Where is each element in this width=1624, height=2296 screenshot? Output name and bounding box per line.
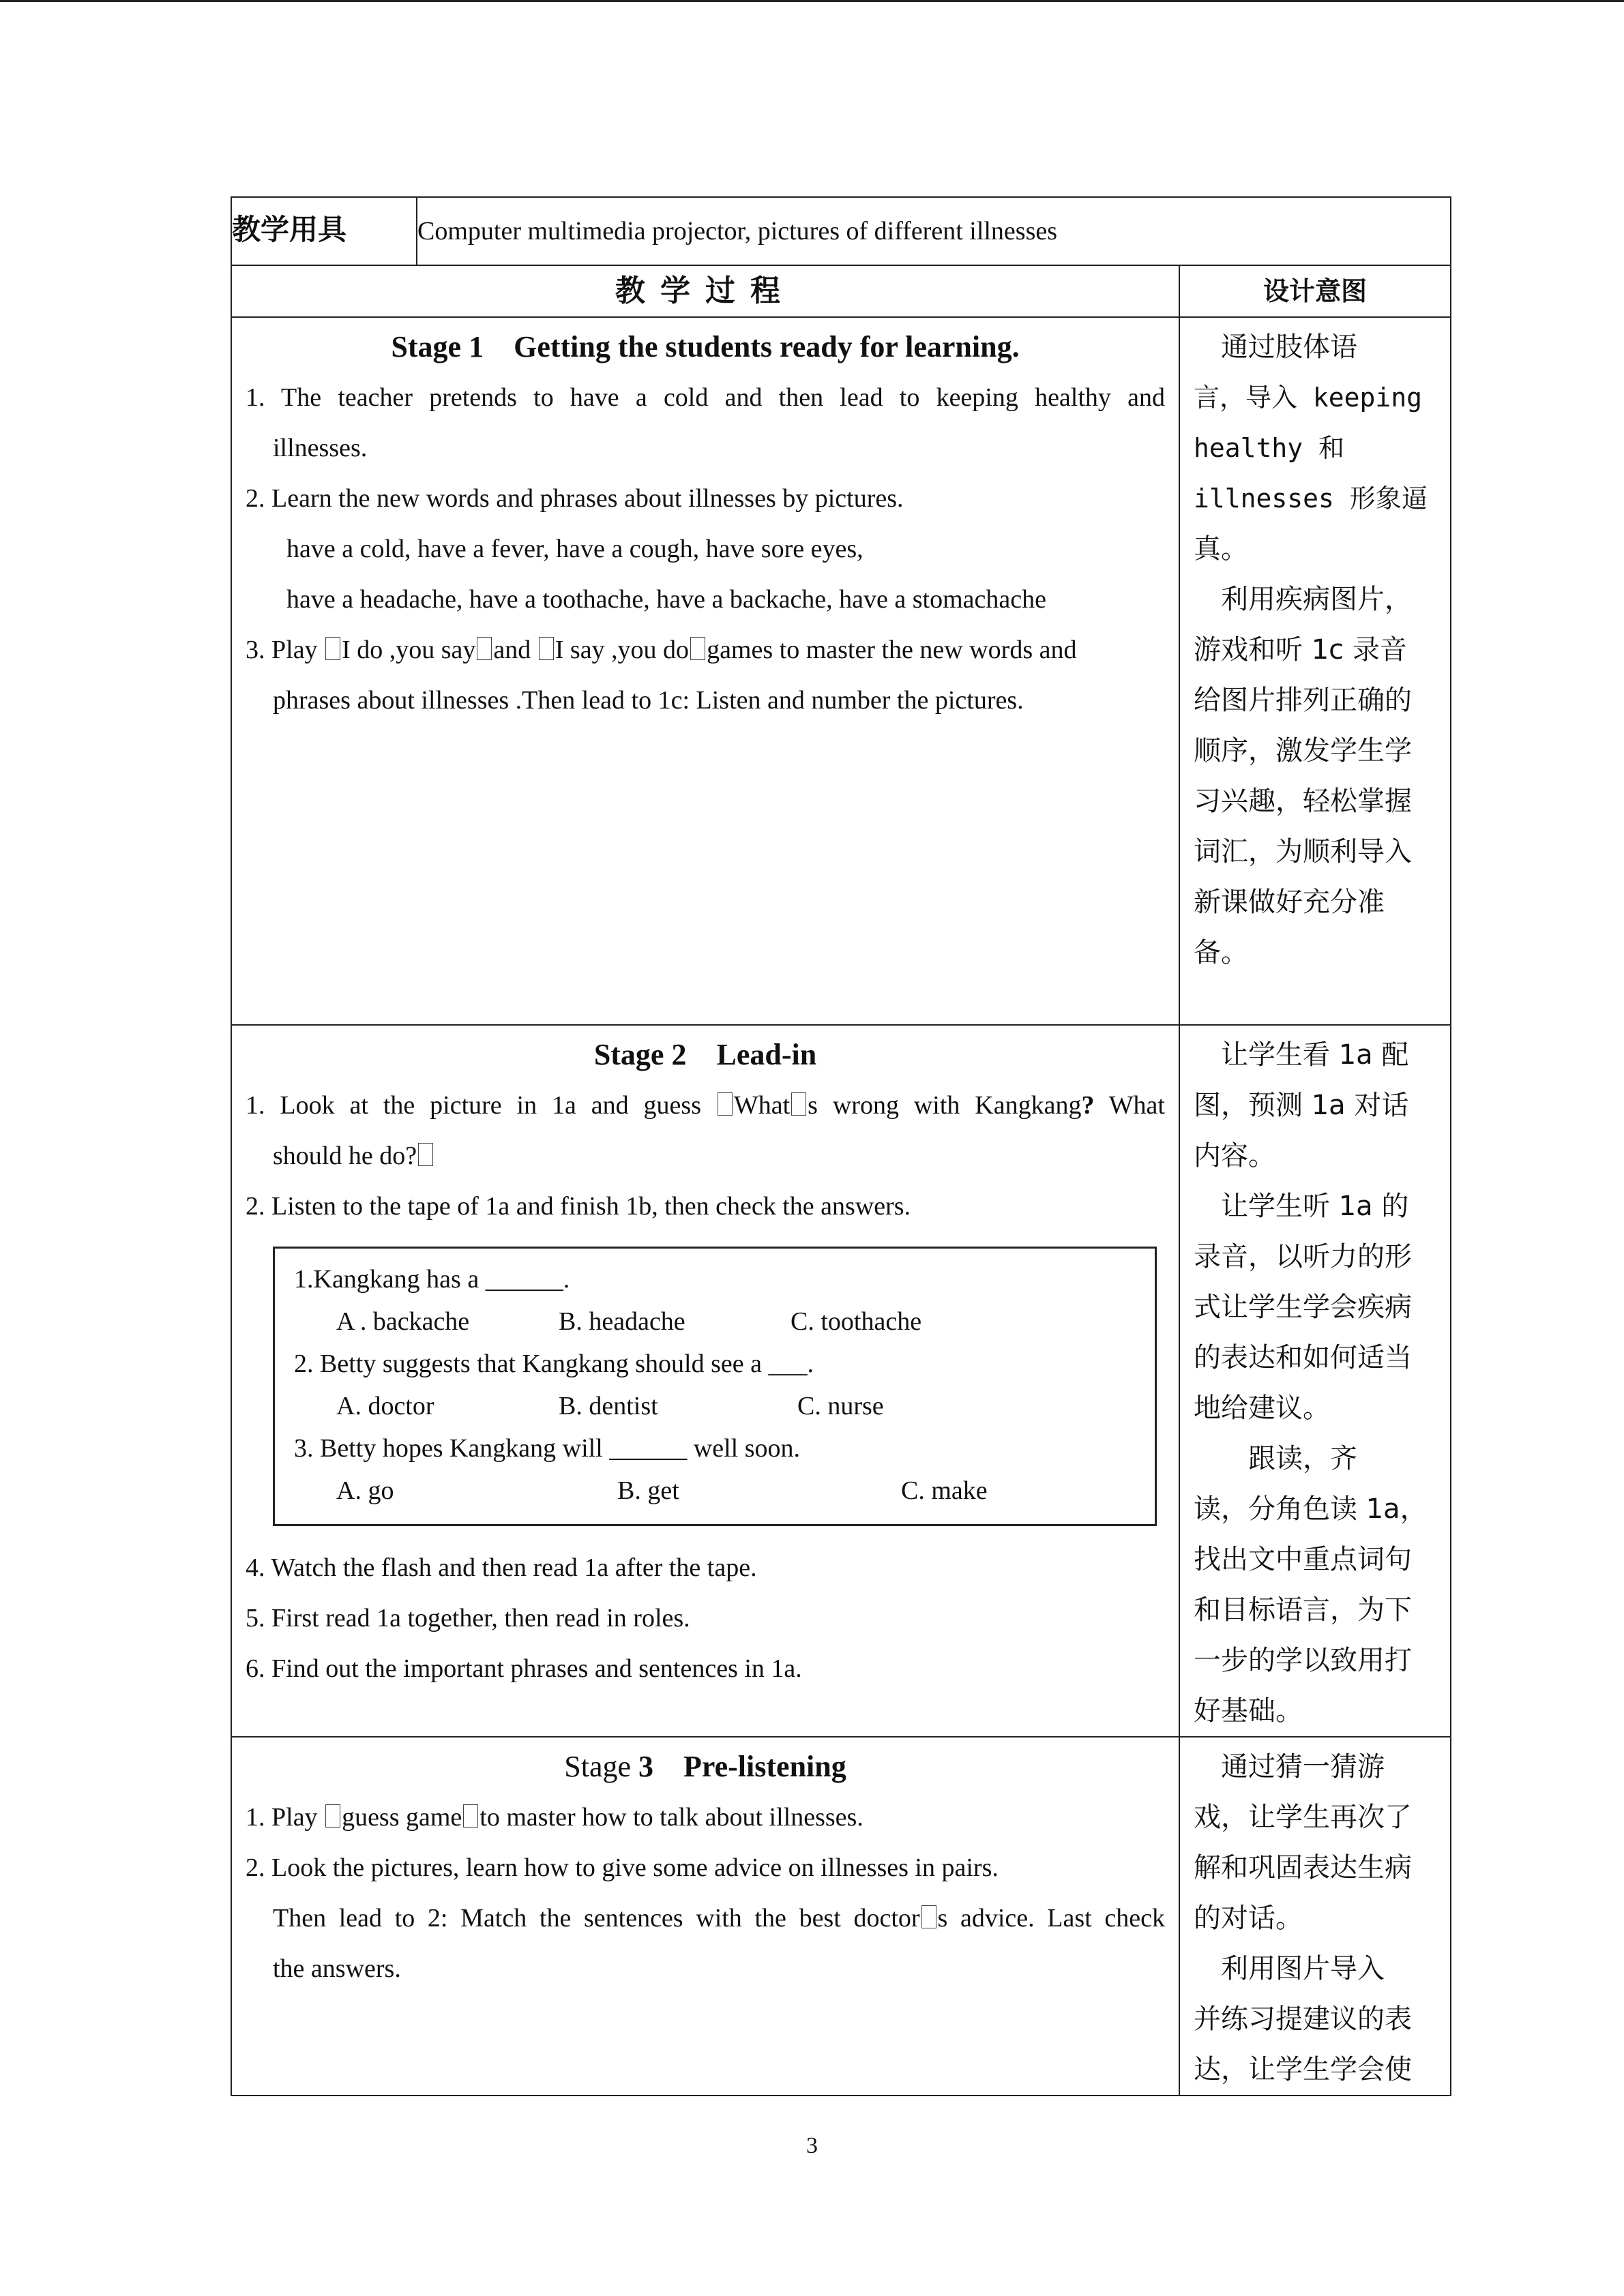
- quiz-question: 3. Betty hopes Kangkang will ______ well soon.: [294, 1434, 800, 1463]
- stage-1-intent: [1179, 317, 1451, 1025]
- missing-glyph-icon: [463, 1804, 478, 1828]
- stage-1-play-line: 3. Play I do ,you say and I say ,you do games to master the new words and: [246, 636, 1077, 664]
- stage-3-intent: [1179, 1737, 1451, 2096]
- stage-3-title: Stage 3 Pre-listening: [564, 1750, 846, 1783]
- missing-glyph-icon: [690, 637, 705, 660]
- quiz-option: B. headache: [559, 1307, 685, 1336]
- intent-line: 戏，让学生再次了: [1194, 1802, 1412, 1833]
- quiz-option: A. doctor: [336, 1392, 434, 1420]
- quiz-question: 2. Betty suggests that Kangkang should see a ___.: [294, 1350, 814, 1378]
- page-number: 3: [806, 2133, 818, 2158]
- quiz-option: A. go: [336, 1476, 394, 1505]
- stage-2-intent: [1179, 1025, 1451, 1737]
- stage-1-line: have a cold, have a fever, have a cough, have sore eyes,: [286, 535, 863, 563]
- quiz-option: C. toothache: [791, 1307, 922, 1336]
- quiz-option: C. make: [901, 1476, 988, 1505]
- intent-line: 式让学生学会疾病: [1194, 1292, 1412, 1323]
- intent-line: 利用疾病图片，: [1194, 584, 1412, 615]
- missing-glyph-icon: [325, 1804, 340, 1828]
- intent-line: 解和巩固表达生病: [1194, 1852, 1412, 1883]
- quiz-options: [275, 1470, 1155, 1512]
- stage-1-row: [231, 317, 1451, 1025]
- intent-line: 找出文中重点词句: [1194, 1544, 1412, 1575]
- stage-1-line: have a headache, have a toothache, have a backache, have a stomachache: [286, 585, 1047, 614]
- stage-3-line: 1. Play guess game to master how to talk about illnesses.: [246, 1803, 863, 1832]
- quiz-option: B. dentist: [559, 1392, 658, 1420]
- stage-2-line: 5. First read 1a together, then read in roles.: [246, 1604, 690, 1632]
- stage-2-line: 4. Watch the flash and then read 1a after the tape.: [246, 1553, 757, 1582]
- lesson-plan-sheet: [231, 196, 1450, 2096]
- intent-line: 和目标语言，为下: [1194, 1594, 1412, 1626]
- intent-line: 地给建议。: [1194, 1392, 1330, 1424]
- lesson-plan-table: [231, 196, 1451, 2096]
- intent-line: 图，预测 1a 对话: [1194, 1090, 1409, 1121]
- intent-line: 一步的学以致用打: [1194, 1645, 1412, 1676]
- missing-glyph-icon: [718, 1092, 733, 1116]
- stage-2-line: should he do?: [246, 1131, 1165, 1181]
- missing-glyph-icon: [791, 1092, 806, 1116]
- missing-glyph-icon: [921, 1905, 936, 1928]
- intent-line: 跟读，齐: [1194, 1443, 1357, 1474]
- intent-line: 利用图片导入: [1194, 1953, 1385, 1984]
- quiz-options: [275, 1300, 1155, 1343]
- quiz-option: A . backache: [336, 1307, 470, 1336]
- stage-3-content: [231, 1737, 1179, 2096]
- intent-line: 言，导入 keeping: [1194, 383, 1423, 413]
- intent-line: 备。: [1194, 937, 1248, 968]
- stage-1-line: 2. Learn the new words and phrases about illnesses by pictures.: [246, 484, 904, 513]
- intent-line: illnesses 形象逼: [1194, 483, 1428, 513]
- quiz-option: C. nurse: [797, 1392, 884, 1420]
- missing-glyph-icon: [477, 637, 492, 660]
- intent-line: 达，让学生学会使: [1194, 2054, 1412, 2085]
- stage-2-row: [231, 1025, 1451, 1737]
- stage-1-line: phrases about illnesses .Then lead to 1c: Listen and number the pictures.: [273, 686, 1024, 715]
- intent-line: 给图片排列正确的: [1194, 685, 1412, 716]
- stage-3-row: [231, 1737, 1451, 2096]
- stage-1-content: [231, 317, 1179, 1025]
- missing-glyph-icon: [539, 637, 554, 660]
- stage-2-content: [231, 1025, 1179, 1737]
- process-header: 教学过程: [231, 265, 1179, 317]
- intent-line: 的对话。: [1194, 1903, 1303, 1934]
- stage-1-line: illnesses.: [273, 434, 368, 462]
- intent-line: 并练习提建议的表: [1194, 2003, 1412, 2035]
- missing-glyph-icon: [325, 637, 340, 660]
- intent-line: 读，分角色读 1a，: [1194, 1493, 1428, 1525]
- intent-line: 游戏和听 1c 录音: [1194, 634, 1407, 666]
- intent-line: 好基础。: [1194, 1695, 1303, 1727]
- intent-line: healthy 和: [1194, 433, 1345, 463]
- intent-header: 设计意图: [1179, 265, 1451, 317]
- intent-line: 的表达和如何适当: [1194, 1342, 1412, 1373]
- stage-2-line: 1. Look at the picture in 1a and guess What s wrong with Kangkang? What: [246, 1091, 1165, 1120]
- stage-3-line: the answers.: [273, 1954, 401, 1983]
- tools-label: 教学用具: [231, 197, 417, 265]
- intent-line: 通过猜一猜游: [1194, 1751, 1385, 1783]
- intent-line: 内容。: [1194, 1140, 1275, 1172]
- listening-quiz-box: [273, 1247, 1157, 1526]
- stage-1-line: 1. The teacher pretends to have a cold and then lead to keeping healthy and: [246, 383, 1165, 412]
- top-border-line: [0, 0, 1624, 2]
- stage-3-line: 2. Look the pictures, learn how to give some advice on illnesses in pairs.: [246, 1853, 999, 1882]
- section-header-row: [231, 265, 1451, 317]
- stage-2-line: 2. Listen to the tape of 1a and finish 1b, then check the answers.: [246, 1192, 911, 1221]
- intent-line: 新课做好充分准: [1194, 886, 1385, 918]
- intent-line: 顺序，激发学生学: [1194, 735, 1412, 766]
- stage-3-line: Then lead to 2: Match the sentences with the best doctor s advice. Last check: [273, 1904, 1165, 1933]
- tools-row: [231, 197, 1451, 265]
- intent-line: 录音，以听力的形: [1194, 1241, 1412, 1272]
- stage-2-title: Stage 2 Lead-in: [593, 1038, 817, 1071]
- intent-line: 习兴趣，轻松掌握: [1194, 786, 1412, 817]
- quiz-question: 1.Kangkang has a ______.: [294, 1265, 570, 1294]
- stage-1-title: Stage 1 Getting the students ready for learning.: [391, 330, 1020, 363]
- intent-line: 词汇，为顺利导入: [1194, 836, 1412, 867]
- intent-line: 通过肢体语: [1194, 331, 1357, 363]
- intent-line: 真。: [1194, 533, 1248, 565]
- missing-glyph-icon: [418, 1143, 433, 1166]
- intent-line: 让学生看 1a 配: [1194, 1039, 1409, 1071]
- quiz-options: [275, 1385, 1155, 1427]
- intent-line: 让学生听 1a 的: [1194, 1191, 1409, 1222]
- quiz-option: B. get: [617, 1476, 679, 1505]
- stage-2-line: 6. Find out the important phrases and sentences in 1a.: [246, 1654, 802, 1683]
- tools-value: Computer multimedia projector, pictures of different illnesses: [417, 197, 1451, 265]
